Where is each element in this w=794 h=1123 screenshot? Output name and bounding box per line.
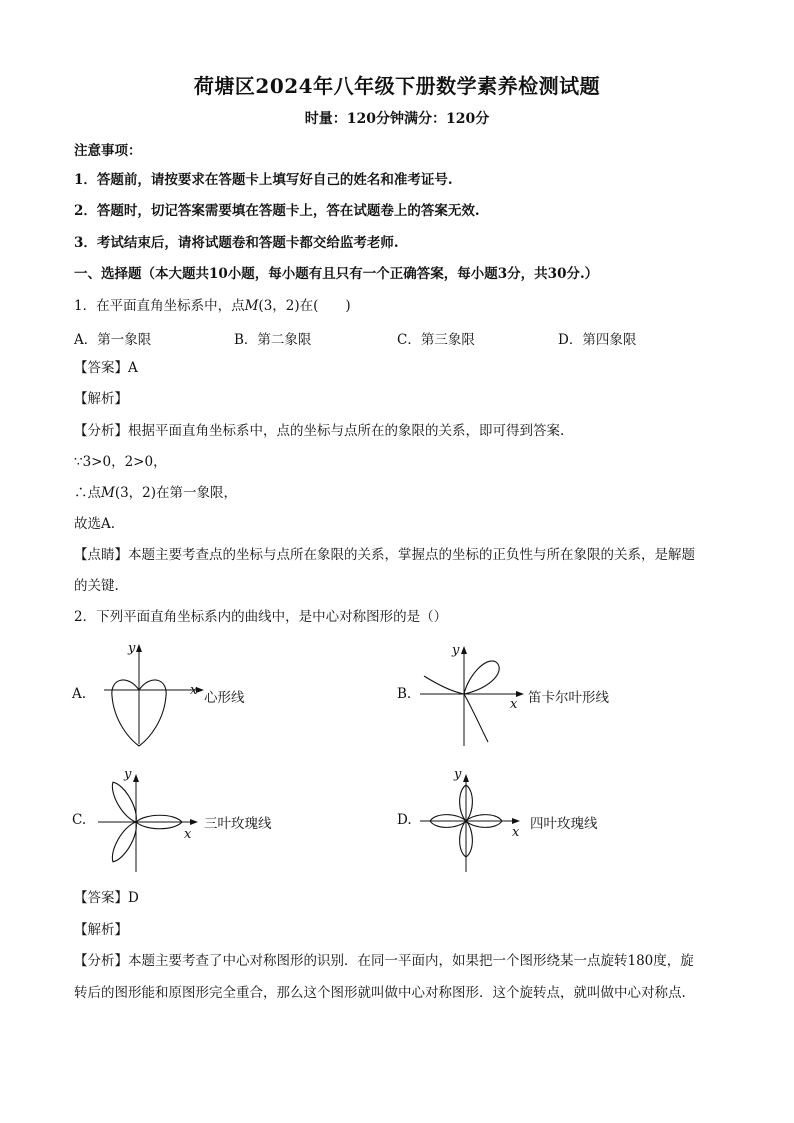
y-axis-label: y xyxy=(124,767,132,782)
four-leaf-rose-figure xyxy=(418,764,530,874)
x-axis-label: x xyxy=(190,683,198,698)
q1-step-2-post: (3，2)在第一象限， xyxy=(114,485,238,501)
rose-petal xyxy=(107,819,142,866)
x-axis-label: x xyxy=(510,697,518,712)
y-axis-label: y xyxy=(128,641,136,656)
page-title: 荷塘区2024年八年级下册数学素养检测试题 xyxy=(193,74,601,98)
q2-option-c-letter: C. xyxy=(72,812,87,828)
q2-analysis-label: 【解析】 xyxy=(74,922,128,938)
q1-step-2-pre: ∴点 xyxy=(74,485,101,501)
q1-step-3: 故选A. xyxy=(74,516,116,532)
q1-dianjing-line-1: 【点睛】本题主要考查点的坐标与点所在象限的关系，掌握点的坐标的正负性与所在象限的关系，是解题 xyxy=(74,547,695,563)
q2-option-d-letter: D. xyxy=(397,812,412,828)
x-axis-arrow xyxy=(512,818,520,824)
folium-branches xyxy=(424,676,488,742)
notes-heading: 注意事项： xyxy=(74,143,142,159)
q1-answer: 【答案】A xyxy=(74,360,138,376)
y-axis-arrow xyxy=(461,646,467,654)
q1-option-b: B．第二象限 xyxy=(234,332,312,348)
q2-stem: 2．下列平面直角坐标系内的曲线中，是中心对称图形的是（） xyxy=(74,609,448,625)
q2-option-a-label: 心形线 xyxy=(204,690,245,706)
section-heading: 一、选择题（本大题共10小题，每小题有且只有一个正确答案，每小题3分，共30分.） xyxy=(74,266,599,282)
y-axis-label: y xyxy=(454,767,462,782)
y-axis-label: y xyxy=(452,643,460,658)
exam-duration-score: 时量：120分钟满分：120分 xyxy=(304,111,490,127)
q1-option-c: C．第三象限 xyxy=(397,332,475,348)
q2-option-b-letter: B. xyxy=(397,686,412,702)
x-axis-label: x xyxy=(184,827,192,842)
folium-figure xyxy=(420,636,530,748)
q2-option-c-label: 三叶玫瑰线 xyxy=(204,816,272,832)
rose-petal xyxy=(107,779,142,826)
q1-step-1: ∵3>0，2>0， xyxy=(74,454,167,470)
q1-stem-pre: 1．在平面直角坐标系中，点 xyxy=(74,298,245,314)
q1-step-2-point: M xyxy=(101,485,115,501)
note-item-2: 2．答题时，切记答案需要填在答题卡上，答在试题卷上的答案无效. xyxy=(74,203,480,219)
q1-option-d: D．第四象限 xyxy=(558,332,637,348)
note-item-1: 1．答题前，请按要求在答题卡上填写好自己的姓名和准考证号. xyxy=(74,172,453,188)
q1-stem-post: (3，2)在( ) xyxy=(258,298,351,314)
note-item-3: 3．考试结束后，请将试题卷和答题卡都交给监考老师. xyxy=(74,235,399,251)
x-axis-arrow xyxy=(190,819,198,825)
cardioid-figure xyxy=(100,636,220,756)
q2-option-a-letter: A. xyxy=(72,686,87,702)
q1-step-2 xyxy=(74,483,734,503)
q2-fenxi-line-2: 转后的图形能和原图形完全重合，那么这个图形就叫做中心对称图形．这个旋转点，就叫做中心对称点. xyxy=(74,985,686,1001)
q2-answer: 【答案】D xyxy=(74,890,139,906)
q2-option-d-label: 四叶玫瑰线 xyxy=(530,816,598,832)
q1-dianjing-line-2: 的关键. xyxy=(74,578,119,594)
q1-point-name: M xyxy=(244,298,259,314)
q1-analysis-label: 【解析】 xyxy=(74,391,128,407)
q1-stem xyxy=(74,296,734,316)
q2-fenxi-line-1: 【分析】本题主要考查了中心对称图形的识别．在同一平面内，如果把一个图形绕某一点旋转180度，旋 xyxy=(74,953,694,969)
folium-loop xyxy=(464,661,499,694)
q2-option-b-label: 笛卡尔叶形线 xyxy=(528,690,609,706)
q1-fenxi: 【分析】根据平面直角坐标系中，点的坐标与点所在的象限的关系，即可得到答案. xyxy=(74,423,565,439)
y-axis-arrow xyxy=(463,774,469,782)
q1-option-a: A．第一象限 xyxy=(74,332,152,348)
y-axis-arrow xyxy=(136,644,142,652)
x-axis-label: x xyxy=(512,825,520,840)
three-leaf-rose-figure xyxy=(96,764,208,874)
y-axis-arrow xyxy=(133,774,139,782)
